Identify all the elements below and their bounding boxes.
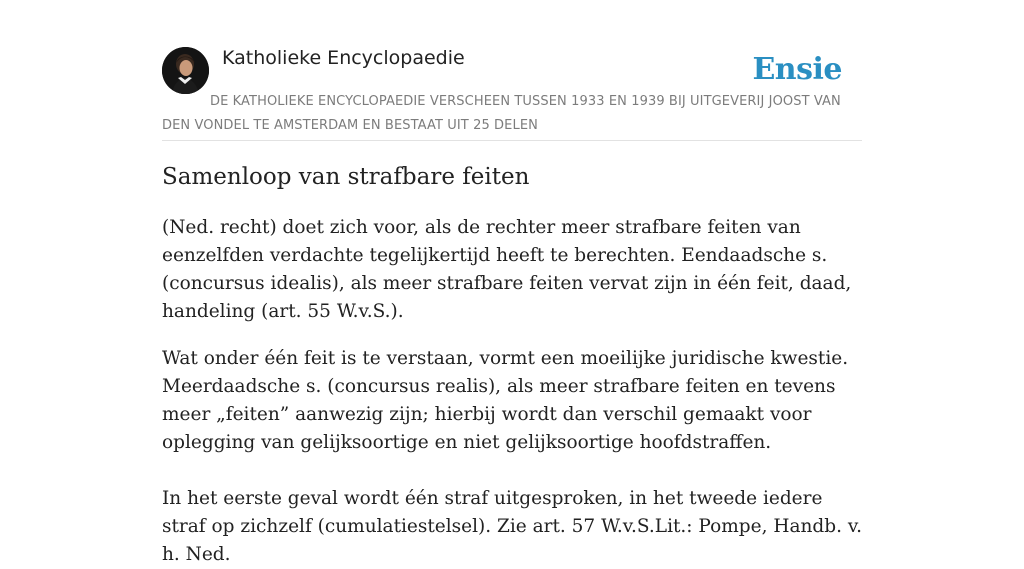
portrait-image <box>162 47 209 94</box>
site-header <box>162 0 862 141</box>
article-paragraph-1: (Ned. recht) doet zich voor, als de rechter meer strafbare feiten van eenzelfden verdachte tegelijkertijd heeft te berechten. Eendaadsche s. (concursus idealis), als meer strafbare feiten vervat zijn in één feit, daad, handeling (art. 55 W.v.S.). <box>162 217 852 322</box>
site-title[interactable]: Katholieke Encyclopaedie <box>222 47 465 69</box>
brand-logo[interactable]: Ensie <box>752 52 842 87</box>
page-container <box>162 0 862 569</box>
article-title: Samenloop van strafbare feiten <box>162 164 530 190</box>
article-paragraph-2: Wat onder één feit is te verstaan, vormt een moeilijke juridische kwestie. Meerdaadsche s. (concursus realis), als meer strafbare feiten en tevens meer „feiten” aanwezig zijn; hierbij wordt dan verschil gemaakt voor oplegging van gelijksoortige en niet gelijksoortige hoofdstraffen. <box>162 348 849 453</box>
site-description: DE KATHOLIEKE ENCYCLOPAEDIE VERSCHEEN TUSSEN 1933 EN 1939 BIJ UITGEVERIJ JOOST VAN DEN VONDEL TE AMSTERDAM EN BESTAAT UIT 25 DELEN <box>162 94 841 133</box>
site-avatar[interactable] <box>162 47 209 94</box>
article-paragraph-3: In het eerste geval wordt één straf uitgesproken, in het tweede iedere straf op zichzelf (cumulatiestelsel). Zie art. 57 W.v.S.Lit.: Pompe, Handb. v. h. Ned. <box>162 488 863 565</box>
